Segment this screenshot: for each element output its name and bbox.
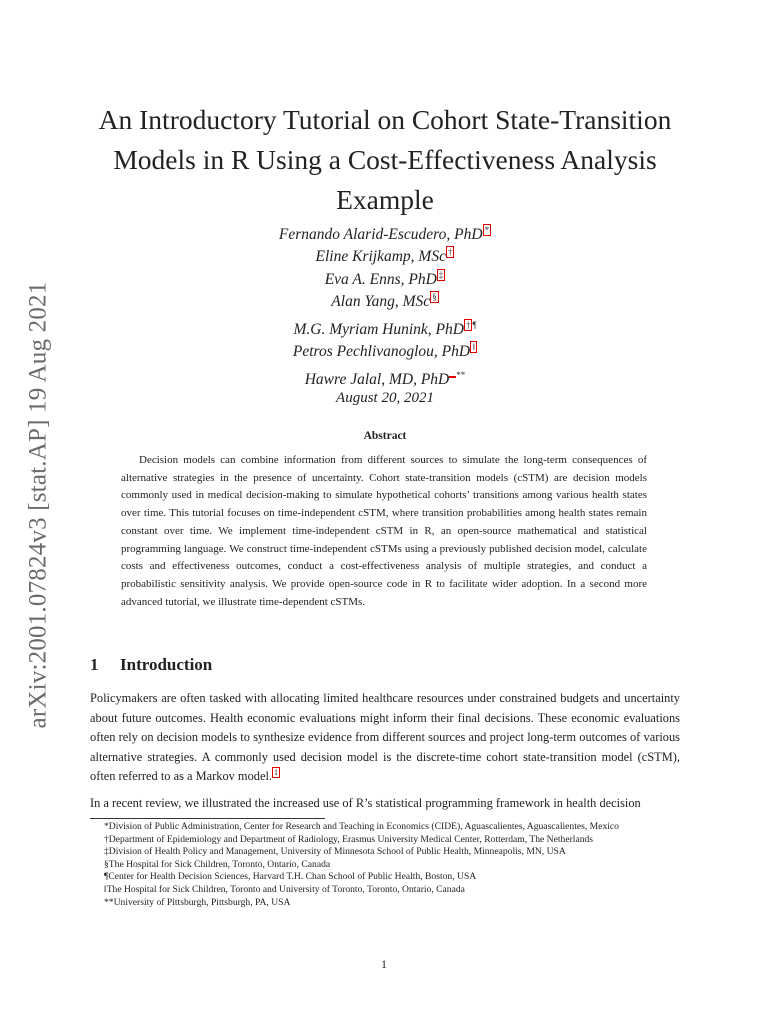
author-item — [200, 341, 570, 363]
author-name: Petros Pechlivanoglou, PhD — [292, 343, 471, 361]
affiliation-mark-extra: ** — [456, 369, 466, 380]
arxiv-id: arXiv:2001.07824v3 [stat.AP] 19 Aug 2021 — [24, 281, 51, 729]
citation-link[interactable]: 1 — [274, 768, 278, 778]
affiliation-link[interactable]: † — [465, 319, 471, 330]
body-paragraph — [90, 689, 680, 787]
footnotes — [90, 821, 690, 909]
author-name: Eva A. Enns, PhD — [324, 271, 437, 289]
affiliation-link[interactable]: * — [484, 225, 490, 235]
author-name: Hawre Jalal, MD, PhD — [304, 370, 450, 388]
author-item — [200, 246, 570, 268]
footnote: §The Hospital for Sick Children, Toronto, Ontario, Canada — [104, 858, 331, 870]
publication-date: August 20, 2021 — [336, 390, 434, 406]
author-item — [200, 269, 570, 291]
arxiv-stamp — [16, 270, 60, 740]
author-name: Eline Krijkamp, MSc — [315, 248, 446, 266]
affiliation-link[interactable]: ‡ — [438, 269, 444, 280]
footnote: **University of Pittsburgh, Pittsburgh, PA, USA — [104, 896, 291, 908]
footnote: *Division of Public Administration, Center for Research and Teaching in Economics (CIDE), Aguascalientes, Aguascalientes, Mexico — [104, 821, 619, 832]
author-list — [200, 224, 570, 391]
affiliation-mark-extra: ¶ — [472, 319, 477, 330]
section-heading — [90, 655, 390, 675]
footnote: ¶Center for Health Decision Sciences, Harvard T.H. Chan School of Public Health, Boston, USA — [104, 871, 477, 883]
abstract-heading: Abstract — [363, 430, 407, 442]
body-paragraph — [90, 794, 680, 814]
author-name: Alan Yang, MSc — [331, 293, 431, 311]
section-number: 1 — [90, 655, 99, 674]
footnote: ‖The Hospital for Sick Children, Toronto and University of Toronto, Toronto, Ontario, Canada — [104, 883, 465, 895]
paper-title: An Introductory Tutorial on Cohort State-Transition Models in R Using a Cost-Effectiveness Analysis Example — [98, 104, 672, 215]
affiliation-link[interactable]: ‖ — [470, 341, 477, 353]
author-item — [200, 314, 570, 341]
author-item — [200, 291, 570, 313]
paragraph-text: In a recent review, we illustrated the increased use of R’s statistical programming framework in health decision — [90, 796, 641, 810]
footnote: †Department of Epidemiology and Department of Radiology, Erasmus University Medical Center, Rotterdam, The Netherlands — [104, 833, 594, 845]
affiliation-link[interactable]: † — [447, 247, 453, 258]
paragraph-text: Policymakers are often tasked with allocating limited healthcare resources under constrained budgets and uncertainty about future outcomes. Health economic evaluations might inform their final decisions. These economic evaluations often rely on decision models to synthesize evidence from different sources and project long-term outcomes of various alternative strategies. A commonly used decision model is the discrete-time cohort state-transition model (cSTM), often referred to as a Markov model. — [90, 691, 680, 784]
author-item — [200, 364, 570, 391]
author-item — [200, 224, 570, 246]
affiliation-link[interactable]: § — [432, 292, 437, 303]
page-number: 1 — [381, 957, 387, 971]
footnote-divider — [90, 818, 325, 819]
footnote: ‡Division of Health Policy and Management, University of Minnesota School of Public Health, Minneapolis, MN, USA — [104, 846, 566, 858]
abstract-text: Decision models can combine information from different sources to simulate the long-term consequences of alternative strategies in the presence of uncertainty. Cohort state-transition models (cSTM) are decision models commonly used in medical decision-making to simulate hypothetical cohorts’ transitions among various health states over time. This tutorial focuses on time-independent cSTM, where transition probabilities among health states remain constant over time. We implement time-independent cSTM in R, an open-source mathematical and statistical programming language. We construct time-independent cSTMs using a previously published decision model, calculate costs and effectiveness outcomes, conduct a cost-effectiveness analysis of multiple strategies, and conduct a probabilistic sensitivity analysis. We provide open-source code in R to facilitate wider adoption. In a second more advanced tutorial, we illustrate time-dependent cSTMs. — [121, 454, 647, 608]
section-title: Introduction — [120, 655, 213, 674]
author-name: Fernando Alarid-Escudero, PhD — [278, 226, 483, 244]
author-name: M.G. Myriam Hunink, PhD — [293, 320, 464, 338]
